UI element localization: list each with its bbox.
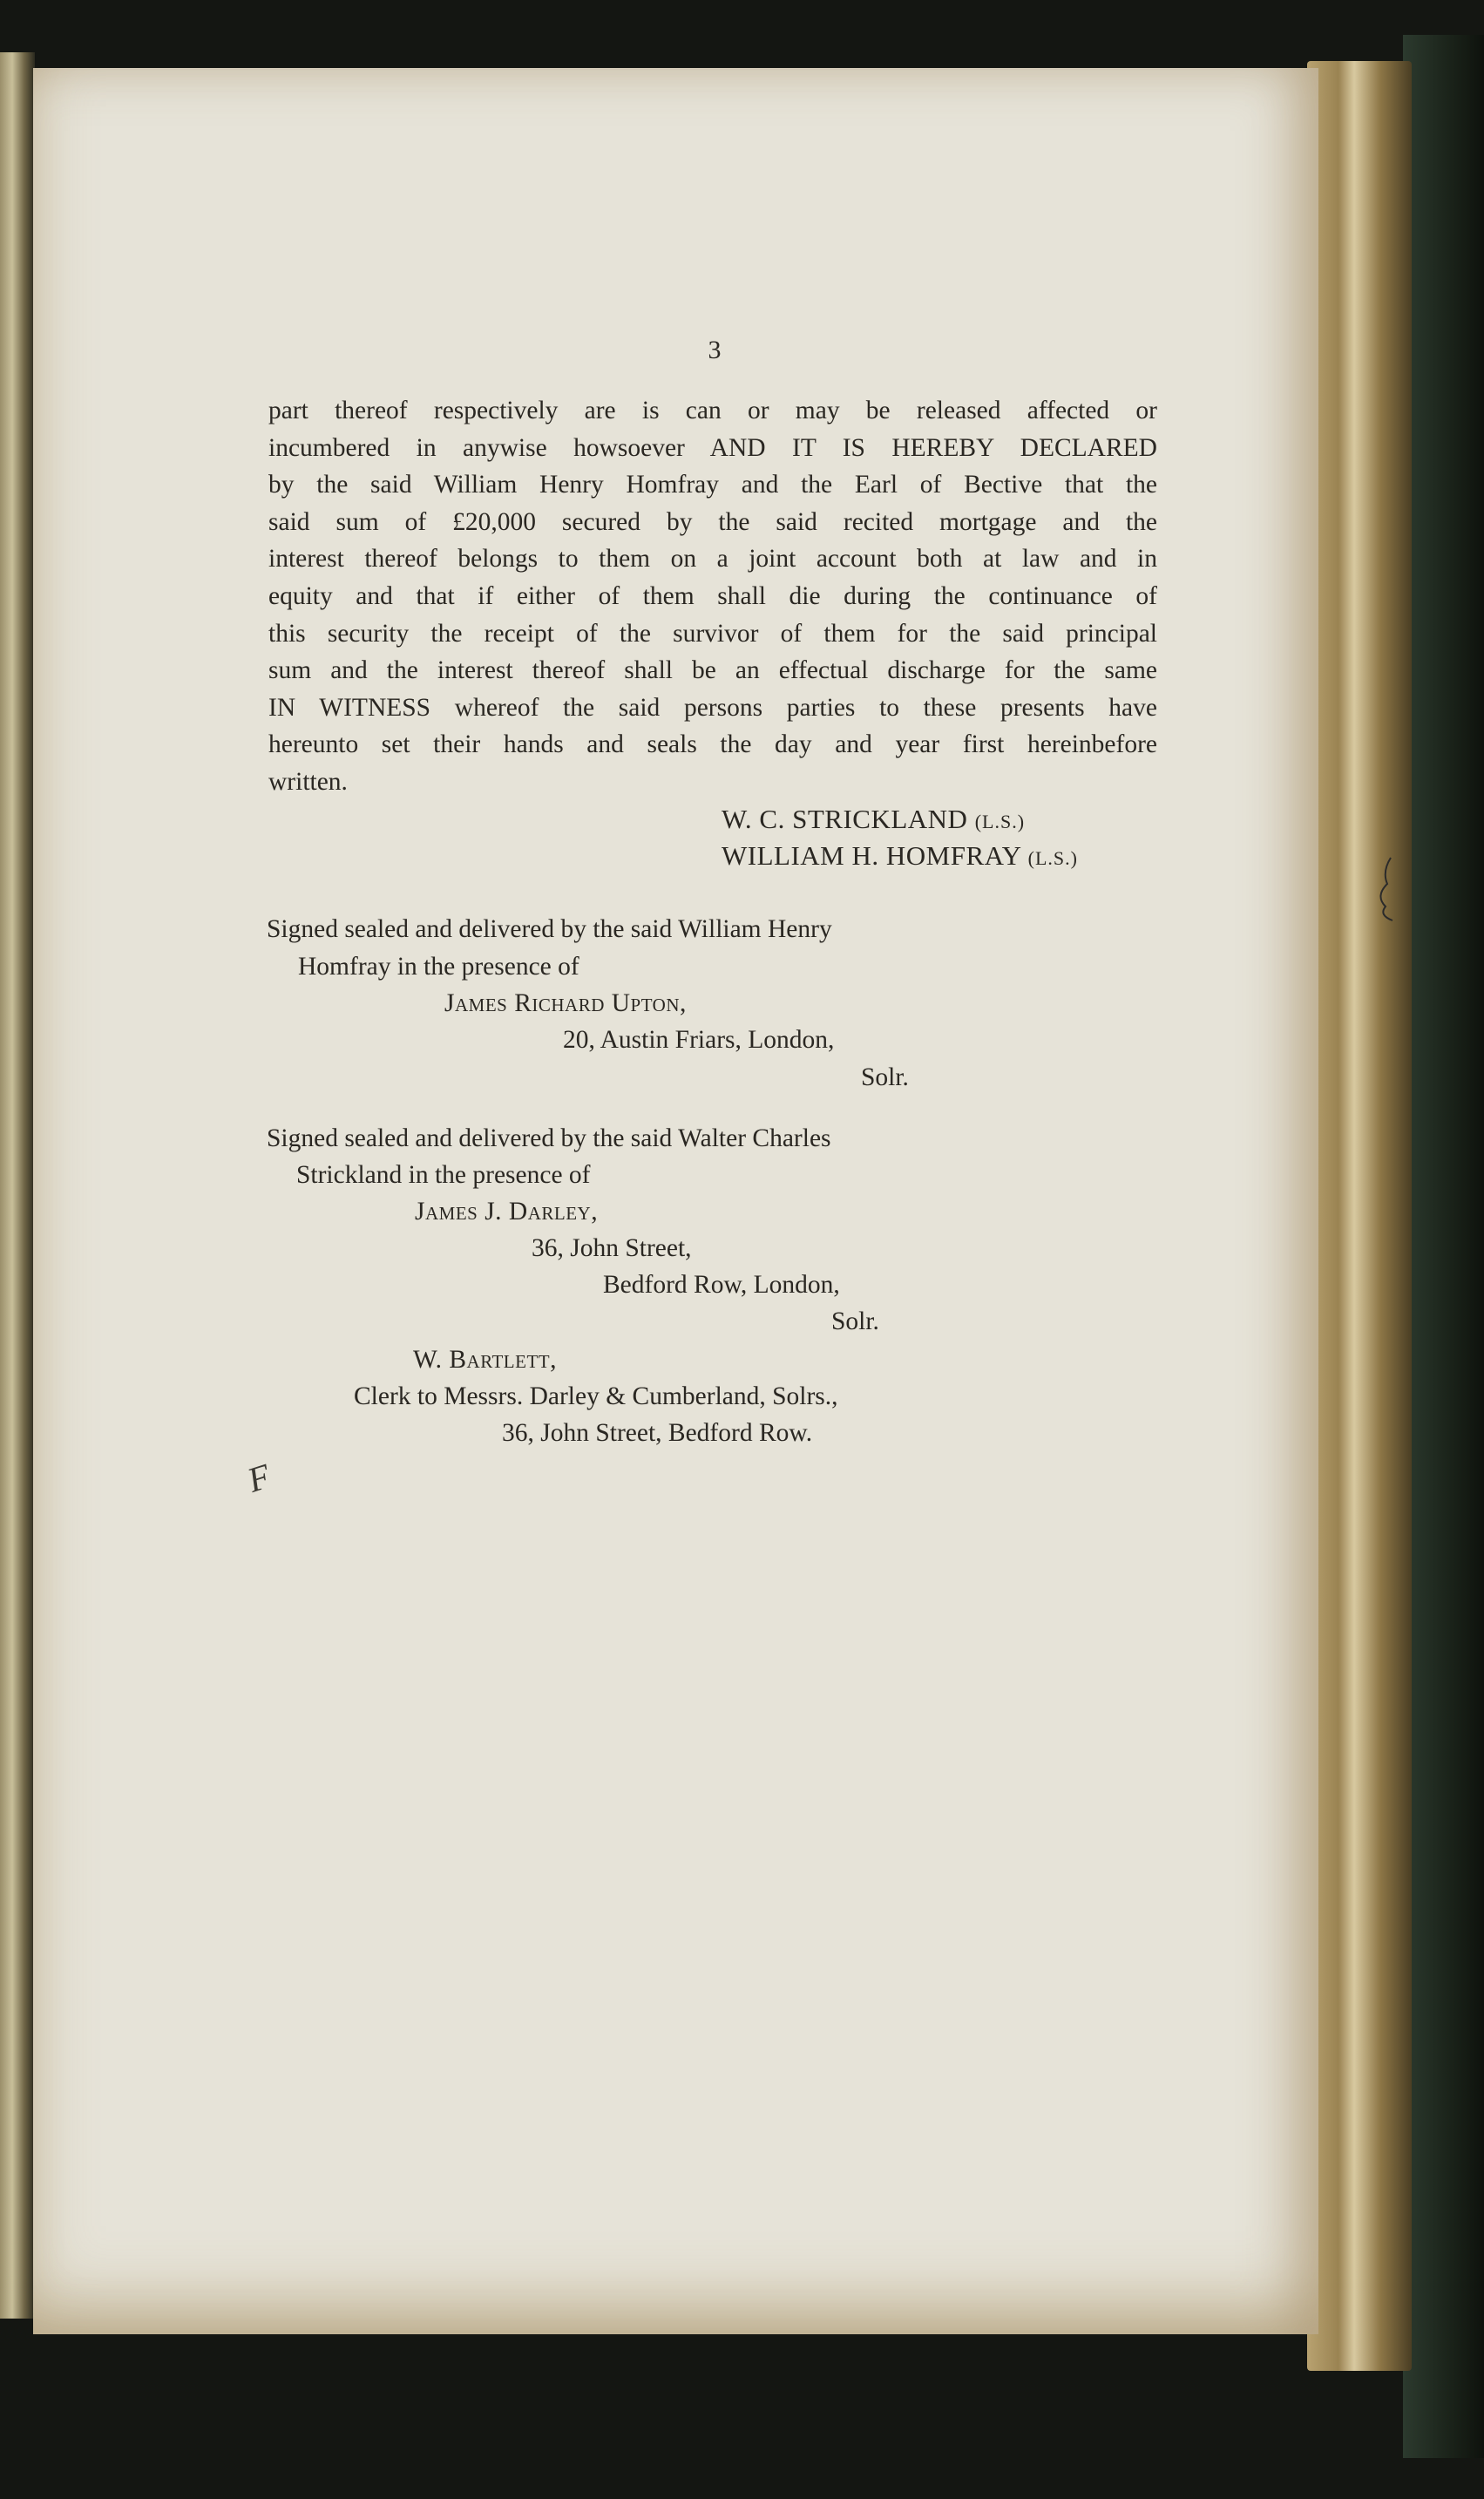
page-edges (1307, 61, 1412, 2371)
body-line: IN WITNESS whereof the said persons parties to these presents have (268, 693, 1157, 722)
seal-mark: (L.S.) (1027, 847, 1078, 869)
witness-darley-address-2: Bedford Row, London, (603, 1271, 840, 1299)
deed-body-text (268, 392, 1157, 801)
attestation-1-line1: Signed sealed and delivered by the said William Henry (267, 915, 832, 943)
attestation-2-line1: Signed sealed and delivered by the said Walter Charles (267, 1124, 831, 1152)
attestation-1-line2: Homfray in the presence of (298, 953, 579, 981)
body-line: hereunto set their hands and seals the day and year first hereinbefore (268, 730, 1157, 759)
body-line: said sum of £20,000 secured by the said recited mortgage and the (268, 507, 1157, 536)
margin-pencil-mark (1366, 854, 1401, 924)
body-line: incumbered in anywise howsoever AND IT IS HEREBY DECLARED (268, 433, 1157, 462)
body-line: equity and that if either of them shall die during the continuance of (268, 581, 1157, 610)
witness-bartlett-name: W. Bartlett, (413, 1346, 557, 1374)
witness-darley-title: Solr. (831, 1307, 879, 1335)
signatory-name: WILLIAM H. HOMFRAY (722, 840, 1021, 871)
body-line: sum and the interest thereof shall be an effectual discharge for the same (268, 656, 1157, 685)
book-cover-right (1403, 35, 1484, 2458)
body-line: this security the receipt of the survivor of them for the said principal (268, 619, 1157, 648)
witness-upton-name: James Richard Upton, (444, 989, 687, 1017)
seal-mark: (L.S.) (974, 811, 1026, 832)
signatory-name: W. C. STRICKLAND (722, 804, 968, 834)
witness-bartlett-role: Clerk to Messrs. Darley & Cumberland, Solrs., (354, 1382, 838, 1410)
page-number: 3 (708, 336, 722, 364)
signature-homfray (722, 840, 1078, 872)
body-line: written. (268, 767, 348, 796)
witness-darley-address-1: 36, John Street, (532, 1234, 692, 1262)
handwritten-initials: F (242, 1456, 275, 1500)
body-line: interest thereof belongs to them on a joint account both at law and in (268, 545, 1157, 574)
witness-upton-title: Solr. (861, 1063, 909, 1091)
book-binding-left (0, 52, 35, 2319)
attestation-2-line2: Strickland in the presence of (296, 1161, 591, 1189)
witness-bartlett-address: 36, John Street, Bedford Row. (502, 1419, 813, 1447)
body-line: by the said William Henry Homfray and the Earl of Bective that the (268, 471, 1157, 499)
witness-upton-address: 20, Austin Friars, London, (563, 1026, 835, 1054)
signature-strickland (722, 804, 1025, 835)
body-line: part thereof respectively are is can or may be released affected or (268, 397, 1157, 424)
witness-darley-name: James J. Darley, (415, 1198, 599, 1226)
